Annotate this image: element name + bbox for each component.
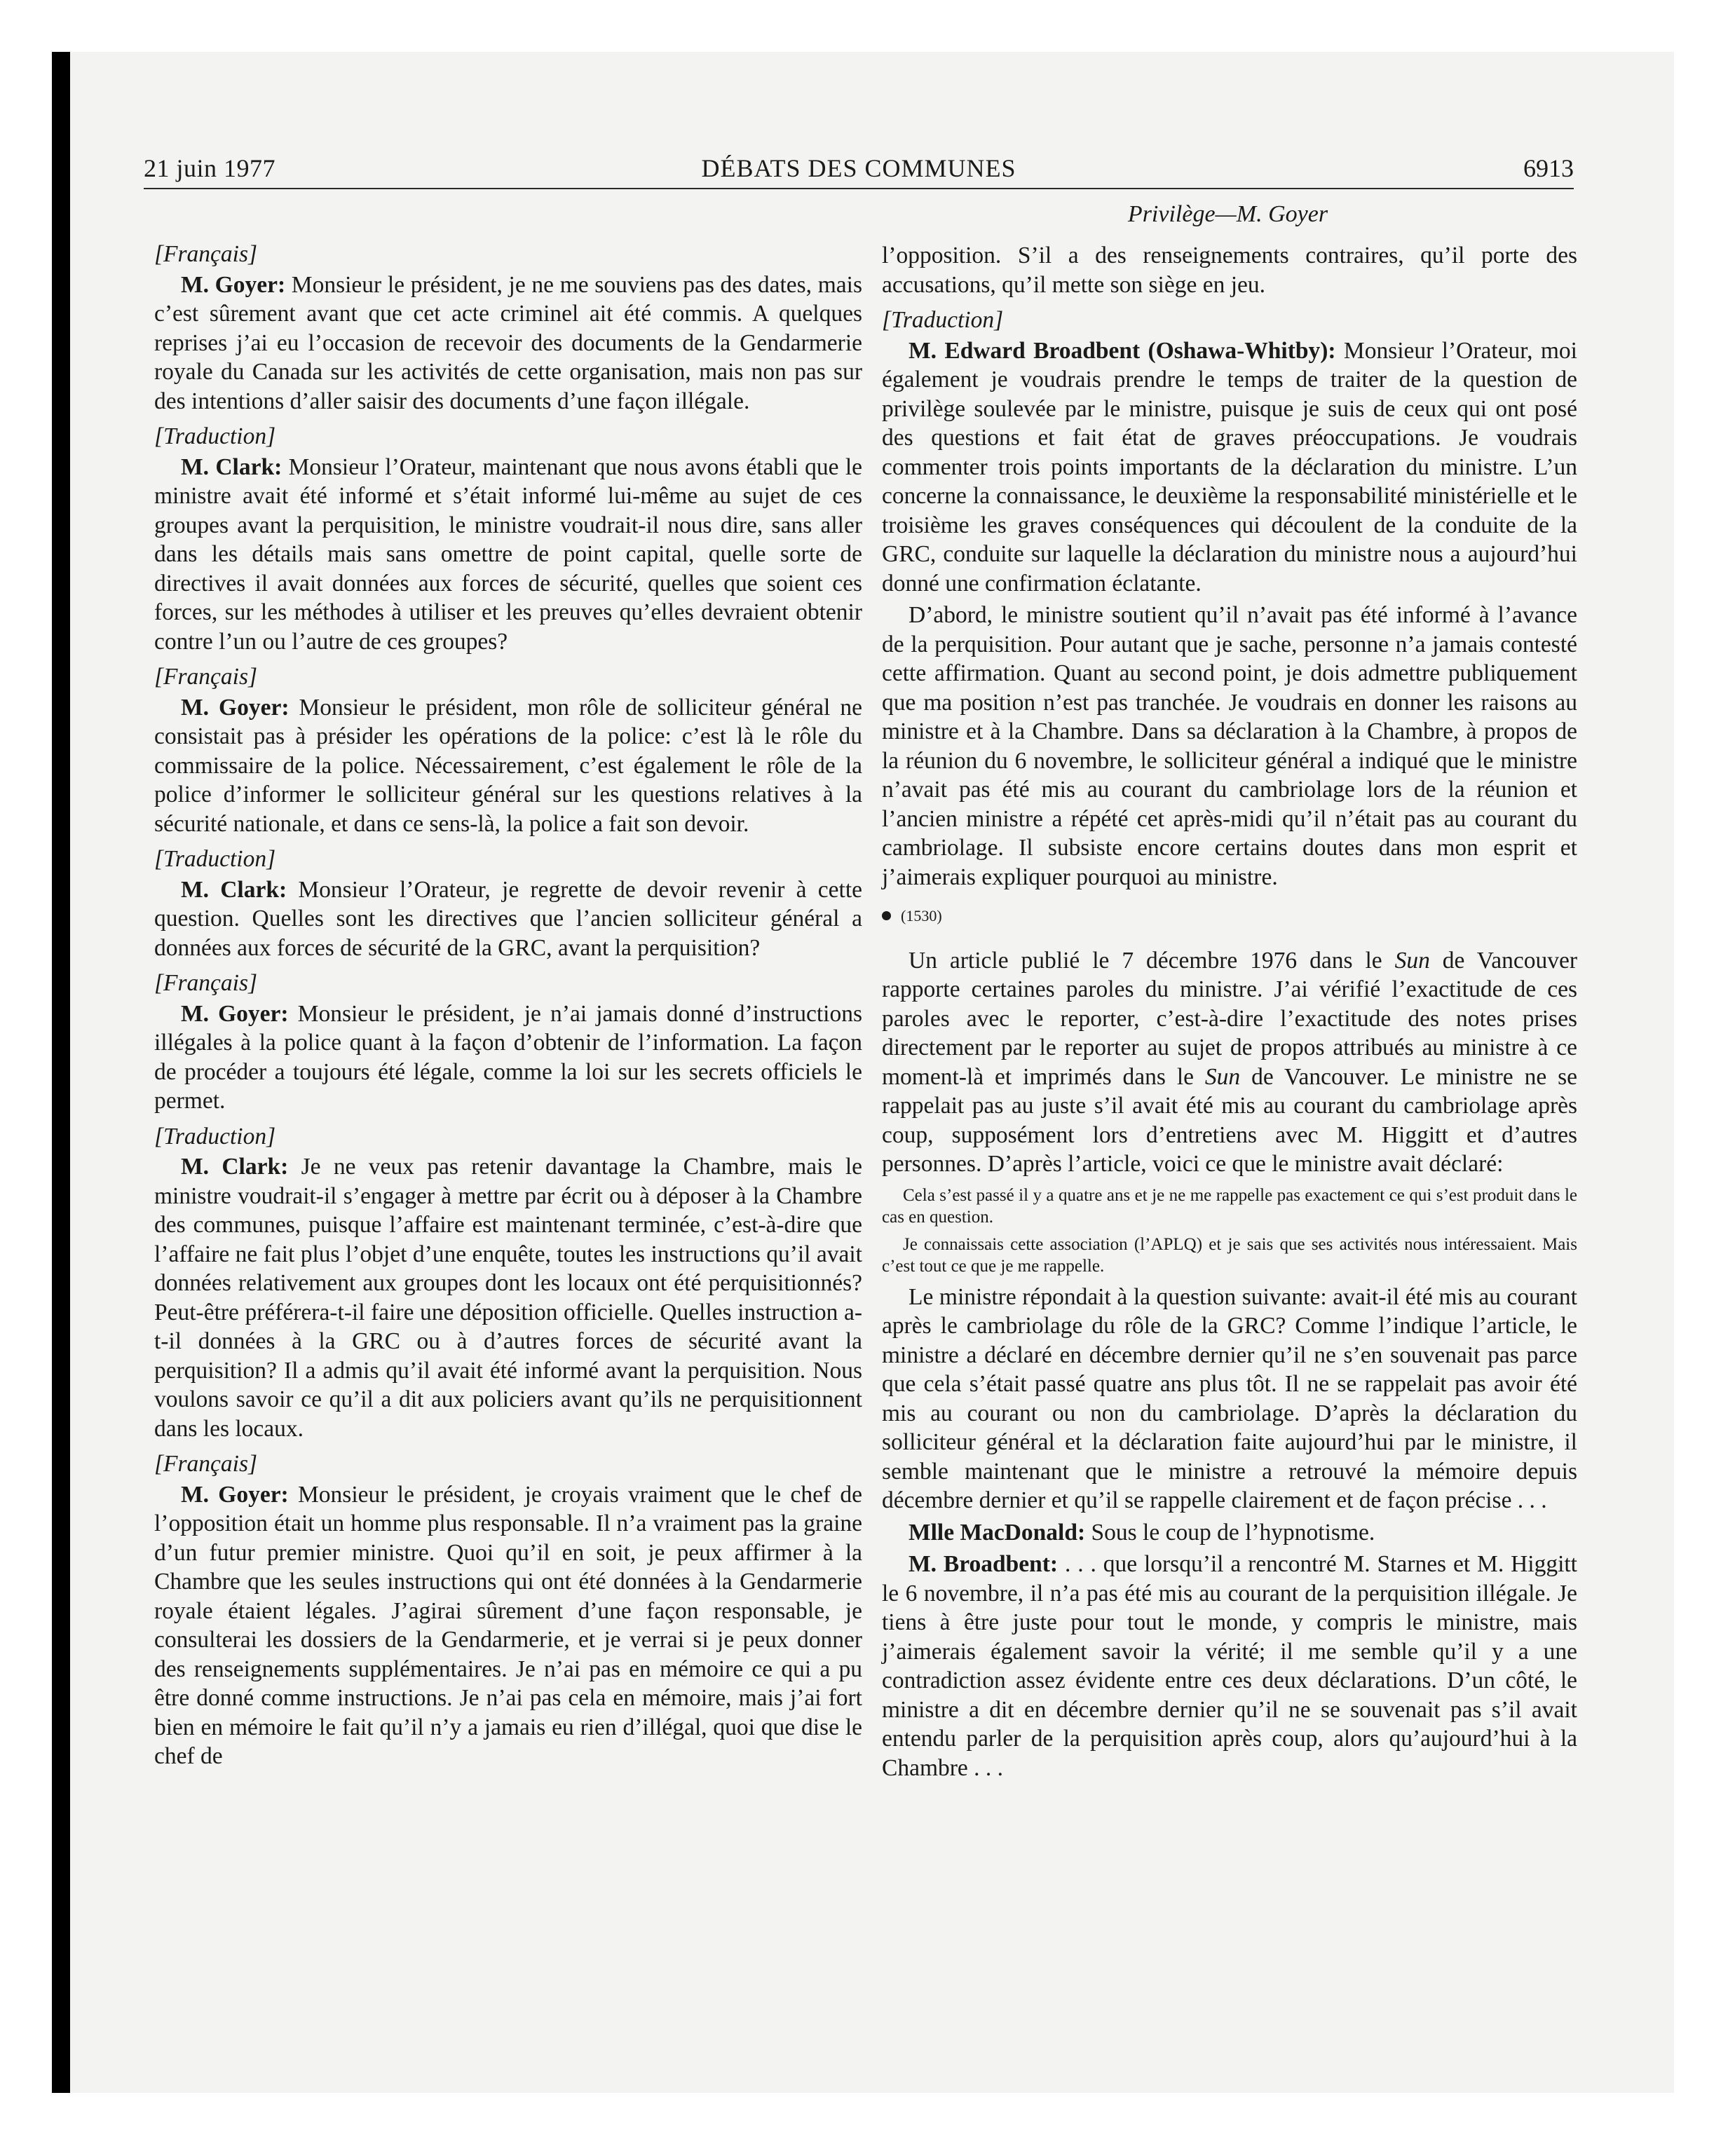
running-title: Privilège—M. Goyer bbox=[1127, 201, 1328, 227]
bullet-icon bbox=[882, 911, 891, 920]
page-header bbox=[144, 147, 1574, 189]
header-date: 21 juin 1977 bbox=[144, 154, 276, 182]
body-text: Un article publié le 7 décembre 1976 dans le bbox=[909, 947, 1395, 974]
time-marker bbox=[882, 901, 1577, 931]
time-marker-text: (1530) bbox=[901, 907, 942, 925]
speech-paragraph bbox=[154, 875, 862, 963]
speaker-name: M. Goyer: bbox=[181, 1000, 289, 1027]
speech-text: Monsieur le président, je n’ai jamais donné d’instructions illégales à la police quant à la façon d’obtenir de l’information. La façon de procéder a toujours été légale, comme la loi sur les secrets officiels le permet. bbox=[154, 1000, 862, 1114]
speaker-name: Mlle MacDonald: bbox=[909, 1519, 1086, 1546]
language-label: [Français] bbox=[154, 1451, 258, 1477]
speech-paragraph bbox=[154, 999, 862, 1116]
language-label: [Traduction] bbox=[882, 307, 1004, 333]
speaker-name: M. Clark: bbox=[181, 1154, 289, 1180]
left-column bbox=[154, 231, 862, 1774]
speaker-name: M. Broadbent: bbox=[909, 1551, 1059, 1577]
scan-binding-edge bbox=[52, 52, 70, 2093]
body-paragraph: Le ministre répondait à la question suivante: avait-il été mis au courant après le cambriolage du rôle de la GRC? Comme l’indique l’article, le ministre a déclaré en décembre dernier qu’il ne s’en souvenait pas parce que cela s’était passé quatre ans plus tôt. Il ne se rappelait pas avoir été mis au courant ou non du cambriolage. D’après la déclaration du solliciteur général et la déclaration faite aujourd’hui par le ministre, il semble maintenant que le ministre a retrouvé la mémoire depuis décembre dernier et qu’il se rappelle clairement et de façon précise . . . bbox=[882, 1283, 1577, 1513]
speech-paragraph bbox=[882, 1550, 1577, 1782]
language-label: [Français] bbox=[154, 970, 258, 996]
speaker-name: M. Clark: bbox=[181, 453, 283, 480]
speech-text: Monsieur le président, mon rôle de solliciteur général ne consistait pas à présider les opérations de la police: c’est là le rôle du commissaire de la police. Nécessairement, c’est également le rôle de la police d’informer le solliciteur général sur les questions relatives à la sécurité nationale, et dans ce sens-là, la police a fait son devoir. bbox=[154, 694, 862, 837]
speech-text: Monsieur le président, je croyais vraiment que le chef de l’opposition était un homme plus responsable. Il n’a vraiment pas la graine d’un futur premier ministre. Quoi qu’il en soit, je peux affirmer à la Chambre que les seules instructions qui ont été données à la Gendarmerie royale étaient légales. J’agirai sûrement d’une façon responsable, je consulterai les dossiers de la Gendarmerie, et je verrai si je peux donner des renseignements supplémentaires. Je n’ai pas en mémoire ce qui a pu être donné comme instructions. Je n’ai pas cela en mémoire, mais j’ai fort bien en mémoire le fait qu’il n’y a jamais eu rien d’illégal, quoi que dise le chef de bbox=[154, 1481, 862, 1769]
speech-text: Je ne veux pas retenir davantage la Chambre, mais le ministre voudrait-il s’engager à mettre par écrit ou à déposer à la Chambre des communes, puisque l’affaire est maintenant terminée, c’est-à-dire que l’affaire ne fait plus l’objet d’une enquête, toutes les instructions qu’il avait données relativement aux groupes dont les locaux ont été perquisitionnés? Peut-être préférera-t-il faire une déposition officielle. Quelles instruction a-t-il données à la GRC ou à d’autres forces de sécurité avant la perquisition? Il a admis qu’il avait été informé avant la perquisition. Nous voulons savoir ce qu’il a dit aux policiers avant qu’ils ne perquisitionnent dans les locaux. bbox=[154, 1154, 862, 1442]
speech-paragraph bbox=[882, 336, 1577, 599]
speaker-name: M. Goyer: bbox=[181, 694, 290, 721]
page-number: 6913 bbox=[1523, 154, 1574, 182]
block-quote: Je connaissais cette association (l’APLQ) et je sais que ses activités nous intéressaient. Mais c’est tout ce que je me rappelle. bbox=[882, 1234, 1577, 1276]
speaker-name: M. Edward Broadbent (Oshawa-Whitby): bbox=[909, 337, 1336, 364]
speech-paragraph bbox=[154, 693, 862, 839]
newspaper-name: Sun bbox=[1204, 1063, 1241, 1090]
body-text: de Vancouver. Le ministre ne se rappelait pas au juste s’il avait été mis au courant du cambriolage après coup, supposément lors d’entretiens avec M. Higgitt et d’autres personnes. D’après l’article, voici ce que le ministre avait déclaré: bbox=[882, 1063, 1577, 1177]
header-rule bbox=[144, 188, 1574, 189]
speech-paragraph bbox=[154, 453, 862, 657]
speech-text: . . . que lorsqu’il a rencontré M. Starnes et M. Higgitt le 6 novembre, il n’a pas été mis au courant de la perquisition illégale. Je tiens à être juste pour tout le monde, y compris le ministre, mais j’aimerais également savoir la vérité; il me semble qu’il y a une contradiction assez évidente entre ces deux déclarations. D’un côté, le ministre a dit en décembre dernier qu’il ne se souvenait pas s’il avait entendu parler de la perquisition après coup, alors qu’aujourd’hui à la Chambre . . . bbox=[882, 1551, 1577, 1781]
newspaper-name: Sun bbox=[1394, 947, 1430, 974]
body-paragraph: D’abord, le ministre soutient qu’il n’avait pas été informé à l’avance de la perquisition. Pour autant que je sache, personne n’a jamais contesté cette affirmation. Quant au second point, je dois admettre publiquement que ma position n’est pas tranchée. Je voudrais en donner les raisons au ministre et à la Chambre. Dans sa déclaration à la Chambre, à propos de la réunion du 6 novembre, le solliciteur général a indiqué que le ministre n’avait pas été mis au courant du cambriolage lors de la réunion et l’ancien ministre a répété cet après-midi qu’il n’était pas au courant du cambriolage. Il subsiste encore certains doutes dans mon esprit et j’aimerais expliquer pourquoi au ministre. bbox=[882, 602, 1577, 890]
speaker-name: M. Goyer: bbox=[181, 271, 286, 298]
speech-text: Monsieur l’Orateur, maintenant que nous avons établi que le ministre avait été informé et s’était informé lui-même au sujet de ces groupes avant la perquisition, le ministre voudrait-il nous dire, sans aller dans les détails mais sans omettre de point capital, quelle sorte de directives il avait données aux forces de sécurité, quelles que soient ces forces, sur les méthodes à utiliser et les preuves qu’elles devraient obtenir contre l’un ou l’autre de ces groupes? bbox=[154, 453, 862, 655]
continued-paragraph: l’opposition. S’il a des renseignements contraires, qu’il porte des accusations, qu’il mette son siège en jeu. bbox=[882, 243, 1577, 298]
speech-paragraph bbox=[882, 1518, 1577, 1548]
speech-text: Monsieur l’Orateur, moi également je voudrais prendre le temps de traiter de la question de privilège soulevée par le ministre, puisque je suis de ceux qui ont posé des questions et fait état de graves préoccupations. Je voudrais commenter trois points importants de la déclaration du ministre. L’un concerne la connaissance, le deuxième la responsabilité ministérielle et le troisième les graves conséquences qui découlent de la conduite de la GRC, conduite sur laquelle la déclaration du ministre nous a aujourd’hui donné une confirmation éclatante. bbox=[882, 337, 1577, 596]
speech-paragraph bbox=[154, 1480, 862, 1771]
language-label: [Français] bbox=[154, 664, 258, 690]
speech-paragraph bbox=[154, 271, 862, 416]
speech-paragraph bbox=[154, 1152, 862, 1443]
right-column bbox=[882, 231, 1577, 1785]
speaker-name: M. Goyer: bbox=[181, 1481, 289, 1508]
speech-text: Monsieur l’Orateur, je regrette de devoir revenir à cette question. Quelles sont les directives que l’ancien solliciteur général a données aux forces de sécurité de la GRC, avant la perquisition? bbox=[154, 876, 863, 961]
header-title: DÉBATS DES COMMUNES bbox=[701, 154, 1016, 182]
language-label: [Traduction] bbox=[154, 1123, 276, 1149]
speech-text: Monsieur le président, je ne me souviens pas des dates, mais c’est sûrement avant que cet acte criminel ait été commis. A quelques reprises j’ai eu l’occasion de recevoir des documents de la Gendarmerie royale du Canada sur les activités de cette organisation, mais non pas sur des intentions d’aller saisir des documents d’une façon illégale. bbox=[154, 271, 862, 414]
language-label: [Traduction] bbox=[154, 423, 276, 449]
speech-text: Sous le coup de l’hypnotisme. bbox=[1085, 1519, 1375, 1546]
language-label: [Traduction] bbox=[154, 846, 276, 872]
language-label: [Français] bbox=[154, 241, 258, 267]
speaker-name: M. Clark: bbox=[181, 876, 287, 903]
block-quote: Cela s’est passé il y a quatre ans et je ne me rappelle pas exactement ce qui s’est produit dans le cas en question. bbox=[882, 1185, 1577, 1227]
body-paragraph bbox=[882, 946, 1577, 1179]
body-text: de Vancouver rapporte certaines paroles du ministre. J’ai vérifié l’exactitude de ces paroles avec le reporter, c’est-à-dire l’exactitude des notes prises directement par le reporter au sujet de propos attribués au ministre à ce moment-là et imprimés dans le bbox=[882, 947, 1577, 1090]
